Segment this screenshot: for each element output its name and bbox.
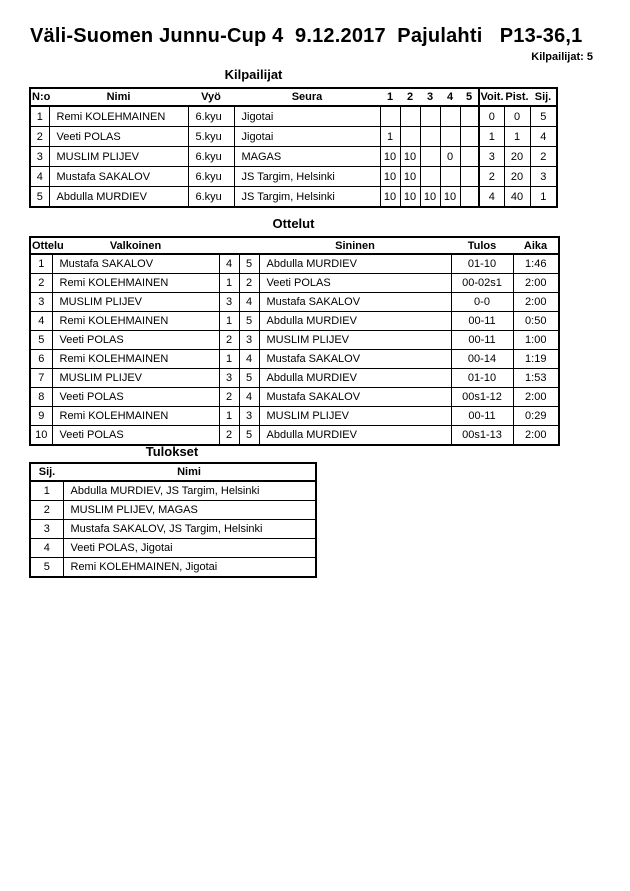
- competitor-points: 0: [504, 106, 530, 127]
- competitor-belt: 6.kyu: [188, 167, 234, 187]
- competitor-wins: 2: [479, 167, 504, 187]
- col-header-round-4: 4: [440, 88, 460, 106]
- competitor-score-5: [460, 187, 479, 208]
- match-blue-number: 5: [239, 426, 259, 446]
- match-blue-number: 4: [239, 350, 259, 369]
- col-header-time: Aika: [513, 237, 559, 254]
- competitor-score-5: [460, 147, 479, 167]
- match-number: 1: [30, 254, 52, 274]
- matches-header-row: [30, 237, 559, 254]
- competitor-wins: 4: [479, 187, 504, 208]
- match-blue-number: 5: [239, 254, 259, 274]
- competitor-placement: 2: [530, 147, 557, 167]
- col-header-club: Seura: [234, 88, 380, 106]
- competitor-number: 1: [30, 106, 49, 127]
- competitor-score-1: 10: [380, 187, 400, 208]
- match-white-name: Remi KOLEHMAINEN: [52, 350, 219, 369]
- match-white-name: Veeti POLAS: [52, 388, 219, 407]
- match-result: 00-14: [451, 350, 513, 369]
- competitor-points: 20: [504, 167, 530, 187]
- match-white-number: 2: [219, 426, 239, 446]
- competitor-number: 4: [30, 167, 49, 187]
- competitor-score-2: 10: [400, 147, 420, 167]
- match-number: 2: [30, 274, 52, 293]
- match-white-number: 1: [219, 350, 239, 369]
- result-placement: 1: [30, 481, 63, 501]
- competitor-placement: 1: [530, 187, 557, 208]
- matches-table: [29, 236, 560, 446]
- match-row: [30, 274, 559, 293]
- competitor-number: 2: [30, 127, 49, 147]
- col-header-round-1: 1: [380, 88, 400, 106]
- section-heading-results: Tulokset: [145, 444, 199, 459]
- match-blue-name: Mustafa SAKALOV: [259, 388, 451, 407]
- match-time: 0:29: [513, 407, 559, 426]
- competitor-score-4: 0: [440, 147, 460, 167]
- competitor-count-label: Kilpailijat: 5: [531, 51, 593, 63]
- col-header-name: Nimi: [63, 463, 316, 481]
- section-heading-matches: Ottelut: [272, 216, 315, 231]
- col-header-points: Pist.: [504, 88, 530, 106]
- result-row: [30, 501, 316, 520]
- col-header-wins: Voit.: [479, 88, 504, 106]
- competitor-score-2: [400, 127, 420, 147]
- competitor-belt: 6.kyu: [188, 106, 234, 127]
- competitor-name: Mustafa SAKALOV: [49, 167, 188, 187]
- competitor-score-3: [420, 106, 440, 127]
- competitor-score-2: 10: [400, 187, 420, 208]
- match-white-number: 3: [219, 293, 239, 312]
- match-white-number: 1: [219, 312, 239, 331]
- result-name: Mustafa SAKALOV, JS Targim, Helsinki: [63, 520, 316, 539]
- match-time: 1:46: [513, 254, 559, 274]
- competitor-number: 5: [30, 187, 49, 208]
- competitor-name: Abdulla MURDIEV: [49, 187, 188, 208]
- competitor-score-4: [440, 127, 460, 147]
- match-row: [30, 254, 559, 274]
- match-white-number: 3: [219, 369, 239, 388]
- match-blue-name: Mustafa SAKALOV: [259, 350, 451, 369]
- match-blue-name: Abdulla MURDIEV: [259, 312, 451, 331]
- competitor-belt: 6.kyu: [188, 187, 234, 208]
- competitors-table: [29, 87, 558, 208]
- col-header-round-5: 5: [460, 88, 479, 106]
- competitor-score-2: [400, 106, 420, 127]
- match-white-number: 1: [219, 407, 239, 426]
- competitor-row: [30, 187, 557, 208]
- col-header-name: Nimi: [49, 88, 188, 106]
- competitor-score-1: 10: [380, 167, 400, 187]
- match-blue-number: 2: [239, 274, 259, 293]
- match-white-name: Veeti POLAS: [52, 331, 219, 350]
- match-white-number: 4: [219, 254, 239, 274]
- result-name: Abdulla MURDIEV, JS Targim, Helsinki: [63, 481, 316, 501]
- competitor-club: MAGAS: [234, 147, 380, 167]
- competitor-score-1: 10: [380, 147, 400, 167]
- section-heading-competitors: Kilpailijat: [224, 67, 283, 82]
- match-row: [30, 350, 559, 369]
- competitor-club: Jigotai: [234, 127, 380, 147]
- match-blue-number: 5: [239, 369, 259, 388]
- competitor-placement: 3: [530, 167, 557, 187]
- results-table: [29, 462, 317, 578]
- match-row: [30, 388, 559, 407]
- match-row: [30, 407, 559, 426]
- match-blue-name: MUSLIM PLIJEV: [259, 407, 451, 426]
- match-white-number: 2: [219, 331, 239, 350]
- match-blue-number: 3: [239, 407, 259, 426]
- competitor-placement: 4: [530, 127, 557, 147]
- competitor-score-2: 10: [400, 167, 420, 187]
- competitor-points: 1: [504, 127, 530, 147]
- competitor-club: JS Targim, Helsinki: [234, 187, 380, 208]
- competitor-row: [30, 127, 557, 147]
- competitor-wins: 3: [479, 147, 504, 167]
- result-placement: 2: [30, 501, 63, 520]
- match-time: 0:50: [513, 312, 559, 331]
- competitor-points: 20: [504, 147, 530, 167]
- match-blue-name: Veeti POLAS: [259, 274, 451, 293]
- match-number: 6: [30, 350, 52, 369]
- match-row: [30, 369, 559, 388]
- competitor-belt: 6.kyu: [188, 147, 234, 167]
- match-white-name: MUSLIM PLIJEV: [52, 293, 219, 312]
- competitor-score-5: [460, 167, 479, 187]
- competitor-club: JS Targim, Helsinki: [234, 167, 380, 187]
- match-white-number: 2: [219, 388, 239, 407]
- match-blue-name: Abdulla MURDIEV: [259, 369, 451, 388]
- competitor-score-5: [460, 127, 479, 147]
- competitor-score-1: 1: [380, 127, 400, 147]
- match-result: 01-10: [451, 369, 513, 388]
- match-result: 0-0: [451, 293, 513, 312]
- match-result: 00-11: [451, 312, 513, 331]
- competitor-name: Veeti POLAS: [49, 127, 188, 147]
- match-number: 3: [30, 293, 52, 312]
- match-result: 00s1-12: [451, 388, 513, 407]
- competitor-score-4: [440, 106, 460, 127]
- competitor-row: [30, 106, 557, 127]
- match-white-name: Mustafa SAKALOV: [52, 254, 219, 274]
- competitor-score-3: [420, 147, 440, 167]
- competitor-wins: 0: [479, 106, 504, 127]
- match-number: 8: [30, 388, 52, 407]
- match-blue-number: 4: [239, 388, 259, 407]
- match-result: 01-10: [451, 254, 513, 274]
- match-time: 1:19: [513, 350, 559, 369]
- competitor-club: Jigotai: [234, 106, 380, 127]
- match-white-name: Remi KOLEHMAINEN: [52, 274, 219, 293]
- competitor-number: 3: [30, 147, 49, 167]
- result-row: [30, 520, 316, 539]
- match-row: [30, 293, 559, 312]
- results-header-row: [30, 463, 316, 481]
- match-number: 7: [30, 369, 52, 388]
- col-header-placement: Sij.: [530, 88, 557, 106]
- match-result: 00-11: [451, 331, 513, 350]
- result-name: Veeti POLAS, Jigotai: [63, 539, 316, 558]
- match-row: [30, 426, 559, 446]
- match-time: 2:00: [513, 388, 559, 407]
- competitor-score-4: [440, 167, 460, 187]
- matches-header-spacer: [239, 237, 259, 254]
- competitor-row: [30, 147, 557, 167]
- competitor-score-4: 10: [440, 187, 460, 208]
- col-header-belt: Vyö: [188, 88, 234, 106]
- match-white-number: 1: [219, 274, 239, 293]
- match-time: 1:53: [513, 369, 559, 388]
- match-blue-name: MUSLIM PLIJEV: [259, 331, 451, 350]
- match-white-name: Remi KOLEHMAINEN: [52, 407, 219, 426]
- col-header-match: Ottelu: [30, 237, 52, 254]
- match-result: 00s1-13: [451, 426, 513, 446]
- match-time: 1:00: [513, 331, 559, 350]
- result-row: [30, 558, 316, 578]
- result-name: Remi KOLEHMAINEN, Jigotai: [63, 558, 316, 578]
- match-white-name: Veeti POLAS: [52, 426, 219, 446]
- col-header-number: N:o: [30, 88, 49, 106]
- col-header-round-3: 3: [420, 88, 440, 106]
- result-row: [30, 539, 316, 558]
- competitor-score-3: 10: [420, 187, 440, 208]
- competitor-name: MUSLIM PLIJEV: [49, 147, 188, 167]
- match-result: 00-11: [451, 407, 513, 426]
- result-row: [30, 481, 316, 501]
- match-blue-number: 3: [239, 331, 259, 350]
- match-number: 5: [30, 331, 52, 350]
- match-time: 2:00: [513, 426, 559, 446]
- match-blue-number: 4: [239, 293, 259, 312]
- col-header-placement: Sij.: [30, 463, 63, 481]
- match-number: 4: [30, 312, 52, 331]
- match-blue-name: Mustafa SAKALOV: [259, 293, 451, 312]
- competitor-name: Remi KOLEHMAINEN: [49, 106, 188, 127]
- competitor-placement: 5: [530, 106, 557, 127]
- result-name: MUSLIM PLIJEV, MAGAS: [63, 501, 316, 520]
- match-number: 9: [30, 407, 52, 426]
- competitors-header-row: [30, 88, 557, 106]
- competitor-points: 40: [504, 187, 530, 208]
- match-row: [30, 312, 559, 331]
- competitor-score-5: [460, 106, 479, 127]
- match-time: 2:00: [513, 293, 559, 312]
- match-blue-name: Abdulla MURDIEV: [259, 426, 451, 446]
- match-blue-name: Abdulla MURDIEV: [259, 254, 451, 274]
- match-white-name: Remi KOLEHMAINEN: [52, 312, 219, 331]
- match-result: 00-02s1: [451, 274, 513, 293]
- col-header-white: Valkoinen: [52, 237, 219, 254]
- competitor-score-1: [380, 106, 400, 127]
- col-header-result: Tulos: [451, 237, 513, 254]
- match-time: 2:00: [513, 274, 559, 293]
- competitor-score-3: [420, 167, 440, 187]
- competitor-belt: 5.kyu: [188, 127, 234, 147]
- competitor-score-3: [420, 127, 440, 147]
- col-header-blue: Sininen: [259, 237, 451, 254]
- result-placement: 4: [30, 539, 63, 558]
- match-blue-number: 5: [239, 312, 259, 331]
- col-header-round-2: 2: [400, 88, 420, 106]
- match-number: 10: [30, 426, 52, 446]
- match-row: [30, 331, 559, 350]
- competitor-row: [30, 167, 557, 187]
- matches-header-spacer: [219, 237, 239, 254]
- match-white-name: MUSLIM PLIJEV: [52, 369, 219, 388]
- result-placement: 5: [30, 558, 63, 578]
- competitor-wins: 1: [479, 127, 504, 147]
- result-placement: 3: [30, 520, 63, 539]
- page-title: Väli-Suomen Junnu-Cup 4 9.12.2017 Pajulahti P13-36,1: [30, 25, 583, 47]
